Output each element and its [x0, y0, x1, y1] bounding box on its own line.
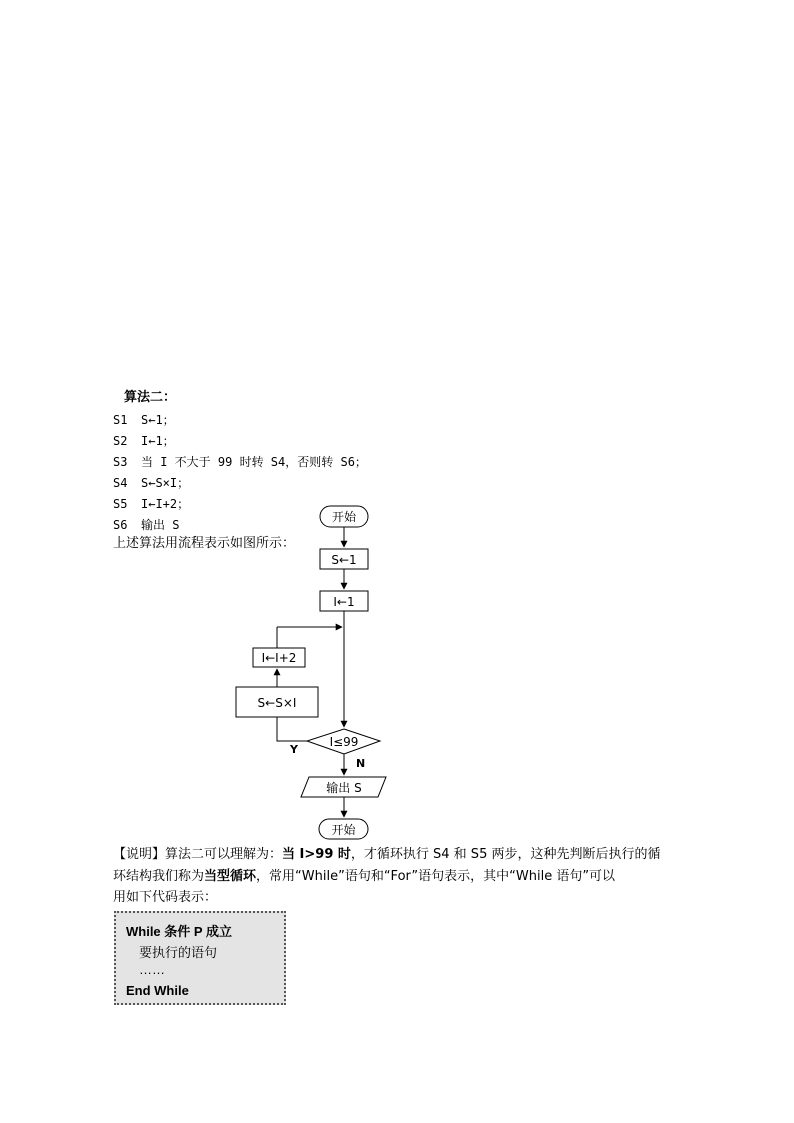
step-label: S6: [113, 518, 128, 532]
explanation-emphasis: 当型循环: [204, 869, 257, 884]
flow-intro: 上述算法用流程表示如图所示：: [113, 536, 296, 551]
increment-label: I←I+2: [261, 651, 297, 665]
step-label: S2: [113, 434, 128, 448]
step-label: S1: [113, 413, 128, 427]
code-line-3: ……: [139, 962, 165, 977]
code-condition: 条件 P 成立: [160, 924, 232, 939]
code-line-1: [126, 921, 232, 940]
step-label: S5: [113, 497, 128, 511]
step-text: I←I+2；: [141, 497, 190, 511]
code-box: [114, 911, 286, 1005]
step-text: I←1；: [141, 434, 175, 448]
explanation-text: ，才循环执行 S4 和 S5 两步，这种先判断后执行的循: [350, 847, 661, 862]
code-keyword: While: [126, 924, 161, 939]
end-label: 开始: [331, 823, 356, 837]
explanation-emphasis: 当 I>99 时: [282, 847, 351, 862]
condition-label: I≤99: [329, 735, 359, 749]
step-label: S4: [113, 476, 128, 490]
explanation-line-1: [113, 846, 660, 864]
step-text: S←1；: [141, 413, 175, 427]
yes-label: Y: [290, 743, 298, 756]
explanation-text: 环结构我们称为: [113, 869, 205, 884]
step-text: S←S×I；: [141, 476, 190, 490]
start-label: 开始: [331, 510, 357, 524]
init-s-label: S←1: [331, 553, 357, 567]
step-label: S3: [113, 455, 128, 469]
code-line-4: End While: [126, 983, 189, 998]
explanation-line-2: [113, 868, 615, 886]
output-label: 输出 S: [326, 781, 362, 795]
multiply-label: S←S×I: [257, 696, 297, 710]
explanation-line-3: 用如下代码表示：: [113, 890, 218, 905]
step-text: 当 I 不大于 99 时转 S4，否则转 S6；: [141, 455, 367, 469]
explanation-text: 【说明】算法二可以理解为：: [113, 847, 283, 862]
code-line-2: 要执行的语句: [139, 945, 218, 960]
init-i-label: I←1: [333, 595, 355, 609]
yes-branch-line: [277, 717, 307, 741]
explanation-text: ，常用“While”语句和“For”语句表示，其中“While 语句”可以: [256, 869, 616, 884]
no-label: N: [356, 757, 366, 770]
step-text: 输出 S: [141, 518, 180, 532]
algorithm-title: 算法二：: [124, 390, 177, 405]
